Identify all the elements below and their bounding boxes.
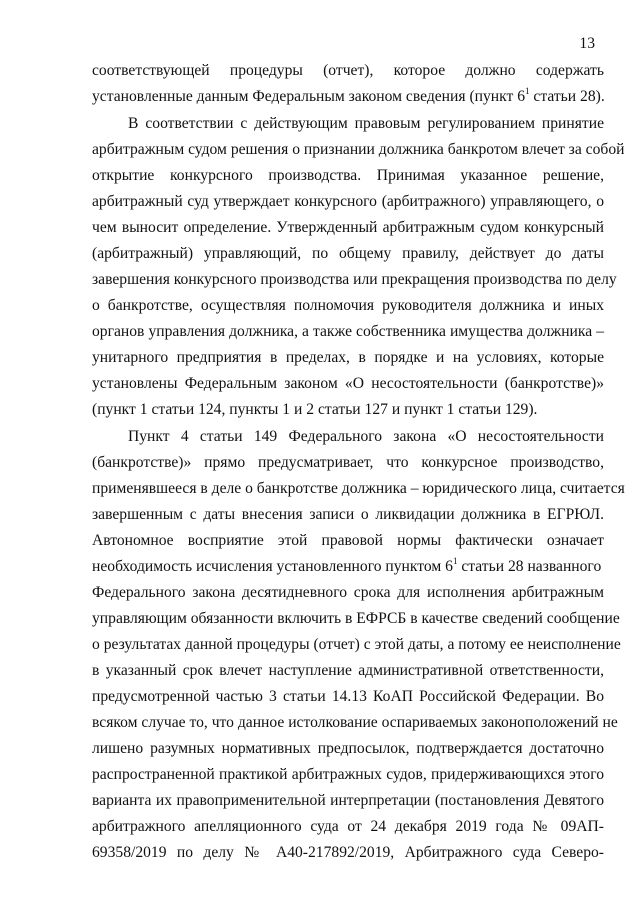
- text-line: (пункт 1 статьи 124, пункты 1 и 2 статьи 127 и пункт 1 статьи 129).: [92, 401, 538, 418]
- text-line: варианта их правоприменительной интерпретации (постановления Девятого: [92, 792, 604, 809]
- text-line: [92, 557, 604, 577]
- text-line: распространенной практикой арбитражных судов, придерживающихся этого: [92, 766, 604, 783]
- text-line: арбитражным судом решения о признании должника банкротом влечет за собой: [92, 141, 625, 158]
- text-line: чем выносит определение. Утвержденный арбитражным судом конкурсный: [92, 219, 604, 236]
- text-line: [92, 87, 604, 107]
- text-line: Автономное восприятие этой правовой нормы фактически означает: [92, 532, 604, 549]
- text-line: применявшееся в деле о банкротстве должника – юридического лица, считается: [92, 480, 625, 497]
- text-line: о результатах данной процедуры (отчет) с этой даты, а потому ее неисполнение: [92, 636, 621, 653]
- text-segment-tail: статьи 28 названного: [457, 558, 602, 575]
- text-line: В соответствии с действующим правовым регулированием принятие: [128, 115, 604, 132]
- text-line: Федерального закона десятидневного срока для исполнения арбитражным: [92, 584, 604, 601]
- text-line: соответствующей процедуры (отчет), которое должно содержать: [92, 62, 604, 79]
- text-line: (банкротстве)» прямо предусматривает, что конкурсное производство,: [92, 454, 604, 471]
- text-segment: [92, 557, 601, 577]
- text-line: открытие конкурсного производства. Принимая указанное решение,: [92, 167, 604, 184]
- text-line: о банкротстве, осуществляя полномочия руководителя должника и иных: [92, 297, 604, 314]
- text-line: арбитражного апелляционного суда от 24 декабря 2019 года № 09АП-: [92, 818, 604, 835]
- text-line: лишено разумных нормативных предпосылок, подтверждается достаточно: [92, 740, 604, 757]
- text-segment: статьи 28).: [529, 88, 605, 105]
- text-line: 69358/2019 по делу № А40-217892/2019, Арбитражного суда Северо-: [92, 844, 604, 861]
- text-line: арбитражный суд утверждает конкурсного (арбитражного) управляющего, о: [92, 193, 604, 210]
- text-line: Пункт 4 статьи 149 Федерального закона «О несостоятельности: [128, 428, 604, 445]
- text-segment: установленные данным Федеральным законом сведения (пункт 6: [92, 88, 526, 105]
- text-line: завершенным с даты внесения записи о ликвидации должника в ЕГРЮЛ.: [92, 506, 604, 523]
- superscript: 1: [525, 85, 530, 96]
- text-line: завершения конкурсного производства или прекращения производства по делу: [92, 271, 617, 288]
- page-number: 13: [579, 35, 595, 52]
- text-line: органов управления должника, а также собственника имущества должника –: [92, 323, 604, 340]
- text-line: всяком случае то, что данное истолкование оспариваемых законоположений не: [92, 714, 618, 731]
- text-line: установлены Федеральным законом «О несостоятельности (банкротстве)»: [92, 375, 604, 392]
- text-line: в указанный срок влечет наступление административной ответственности,: [92, 662, 604, 679]
- text-line: управляющим обязанности включить в ЕФРСБ в качестве сведений сообщение: [92, 610, 620, 627]
- text-segment-main: необходимость исчисления установленного пунктом 6: [92, 558, 453, 575]
- text-line: предусмотренной частью 3 статьи 14.13 КоАП Российской Федерации. Во: [92, 688, 604, 705]
- superscript: 1: [452, 555, 458, 566]
- text-line: (арбитражный) управляющий, по общему правилу, действует до даты: [92, 245, 604, 262]
- text-line: унитарного предприятия в пределах, в порядке и на условиях, которые: [92, 349, 604, 366]
